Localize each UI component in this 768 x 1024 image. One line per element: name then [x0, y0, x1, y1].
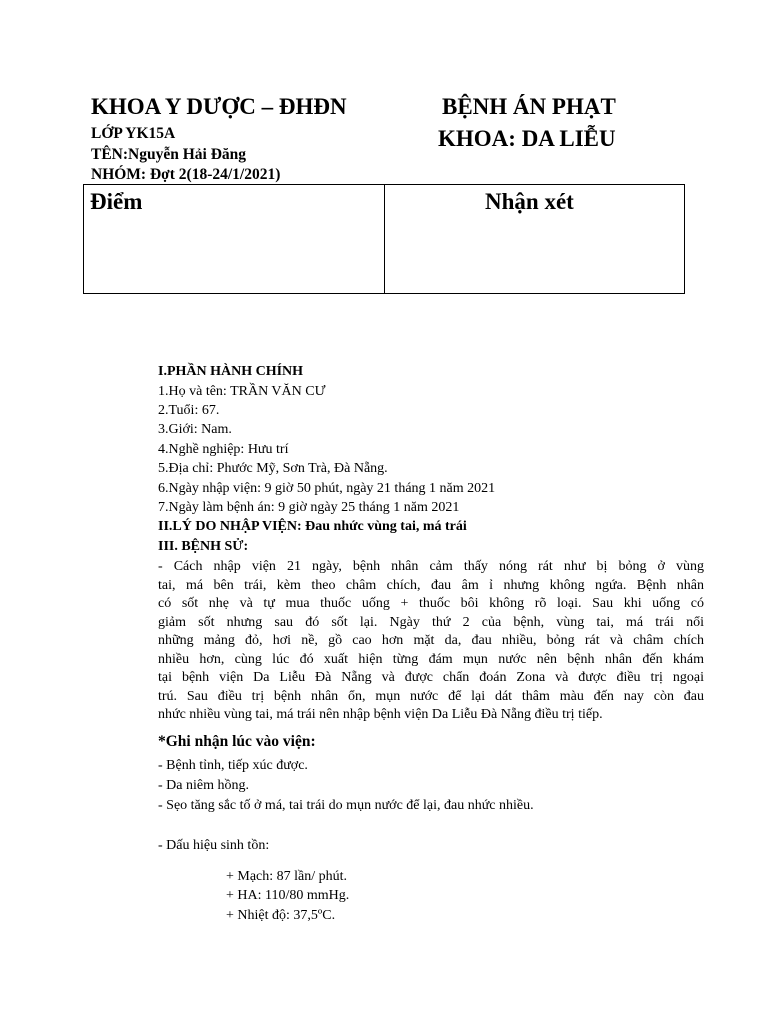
faculty-title: KHOA Y DƯỢC – ĐHĐN: [91, 94, 347, 119]
score-label: Điểm: [90, 189, 143, 214]
history-line: - Cách nhập viện 21 ngày, bệnh nhân cảm thấy nóng rát như bị bỏng ở vùng: [158, 559, 704, 574]
admin-item: 6.Ngày nhập viện: 9 giờ 50 phút, ngày 21 tháng 1 năm 2021: [158, 481, 496, 496]
admission-heading: *Ghi nhận lúc vào viện:: [158, 733, 316, 750]
department-title: KHOA: DA LIỄU: [438, 126, 616, 151]
reason-heading: II.LÝ DO NHẬP VIỆN: Đau nhức vùng tai, má trái: [158, 519, 467, 534]
comment-label: Nhận xét: [485, 189, 574, 214]
admin-item: 4.Nghề nghiệp: Hưu trí: [158, 442, 289, 457]
vitals-label: - Dấu hiệu sinh tồn:: [158, 838, 270, 853]
history-heading: III. BỆNH SỬ:: [158, 539, 249, 554]
admission-item: - Sẹo tăng sắc tố ở má, tai trái do mụn nước để lại, đau nhức nhiều.: [158, 798, 534, 813]
admin-heading: I.PHẦN HÀNH CHÍNH: [158, 364, 304, 379]
table-divider: [384, 185, 385, 293]
admin-item: 7.Ngày làm bệnh án: 9 giờ ngày 25 tháng 1 năm 2021: [158, 500, 460, 515]
history-line: có sốt nhẹ và tự mua thuốc uống + thuốc bôi không rõ loại. Sau khi uống có: [158, 596, 704, 611]
history-line: nhiều hơn, cùng lúc đó xuất hiện từng đám mụn nước nên bệnh nhân đến khám: [158, 651, 704, 667]
admin-item: 1.Họ và tên: TRẦN VĂN CƯ: [158, 384, 326, 399]
admin-item: 5.Địa chỉ: Phước Mỹ, Sơn Trà, Đà Nẵng.: [158, 461, 388, 476]
history-line: tại bệnh viện Da Liễu Đà Nẵng và được chẩn đoán Zona và được điều trị ngoại: [158, 670, 704, 685]
group-label: NHÓM: Đợt 2(18-24/1/2021): [91, 166, 281, 183]
admin-item: 3.Giới: Nam.: [158, 422, 232, 437]
history-line: trú. Sau điều trị bệnh nhân ổn, mụn nước để lại dát thâm màu đến nay còn đau: [158, 688, 704, 704]
vital-item: + Nhiệt độ: 37,5ºC.: [226, 908, 336, 923]
history-line: tai, má bên trái, kèm theo châm chích, đau âm ỉ nhưng không ngứa. Bệnh nhân: [158, 577, 704, 593]
score-table: [83, 184, 685, 294]
admission-item: - Da niêm hồng.: [158, 778, 249, 793]
class-label: LỚP YK15A: [91, 125, 176, 142]
document-title: BỆNH ÁN PHẠT: [442, 94, 616, 119]
admin-item: 2.Tuổi: 67.: [158, 403, 220, 418]
student-name: TÊN:Nguyễn Hải Đăng: [91, 146, 247, 163]
history-line: nhức nhiều vùng tai, má trái nên nhập bệnh viện Da Liễu Đà Nẵng điều trị tiếp.: [158, 707, 603, 722]
vital-item: + Mạch: 87 lần/ phút.: [226, 869, 348, 884]
vital-item: + HA: 110/80 mmHg.: [226, 888, 350, 903]
history-paragraph: [158, 558, 704, 725]
history-line: những mảng đỏ, hơi nề, gồ cao hơn mặt da, đau nhiều, bỏng rát và châm chích: [158, 633, 704, 648]
history-line: giảm sốt nhưng sau đó sốt lại. Ngày thứ 2 của bệnh, vùng tai, má trái nổi: [158, 614, 704, 630]
admission-item: - Bệnh tỉnh, tiếp xúc được.: [158, 758, 308, 773]
